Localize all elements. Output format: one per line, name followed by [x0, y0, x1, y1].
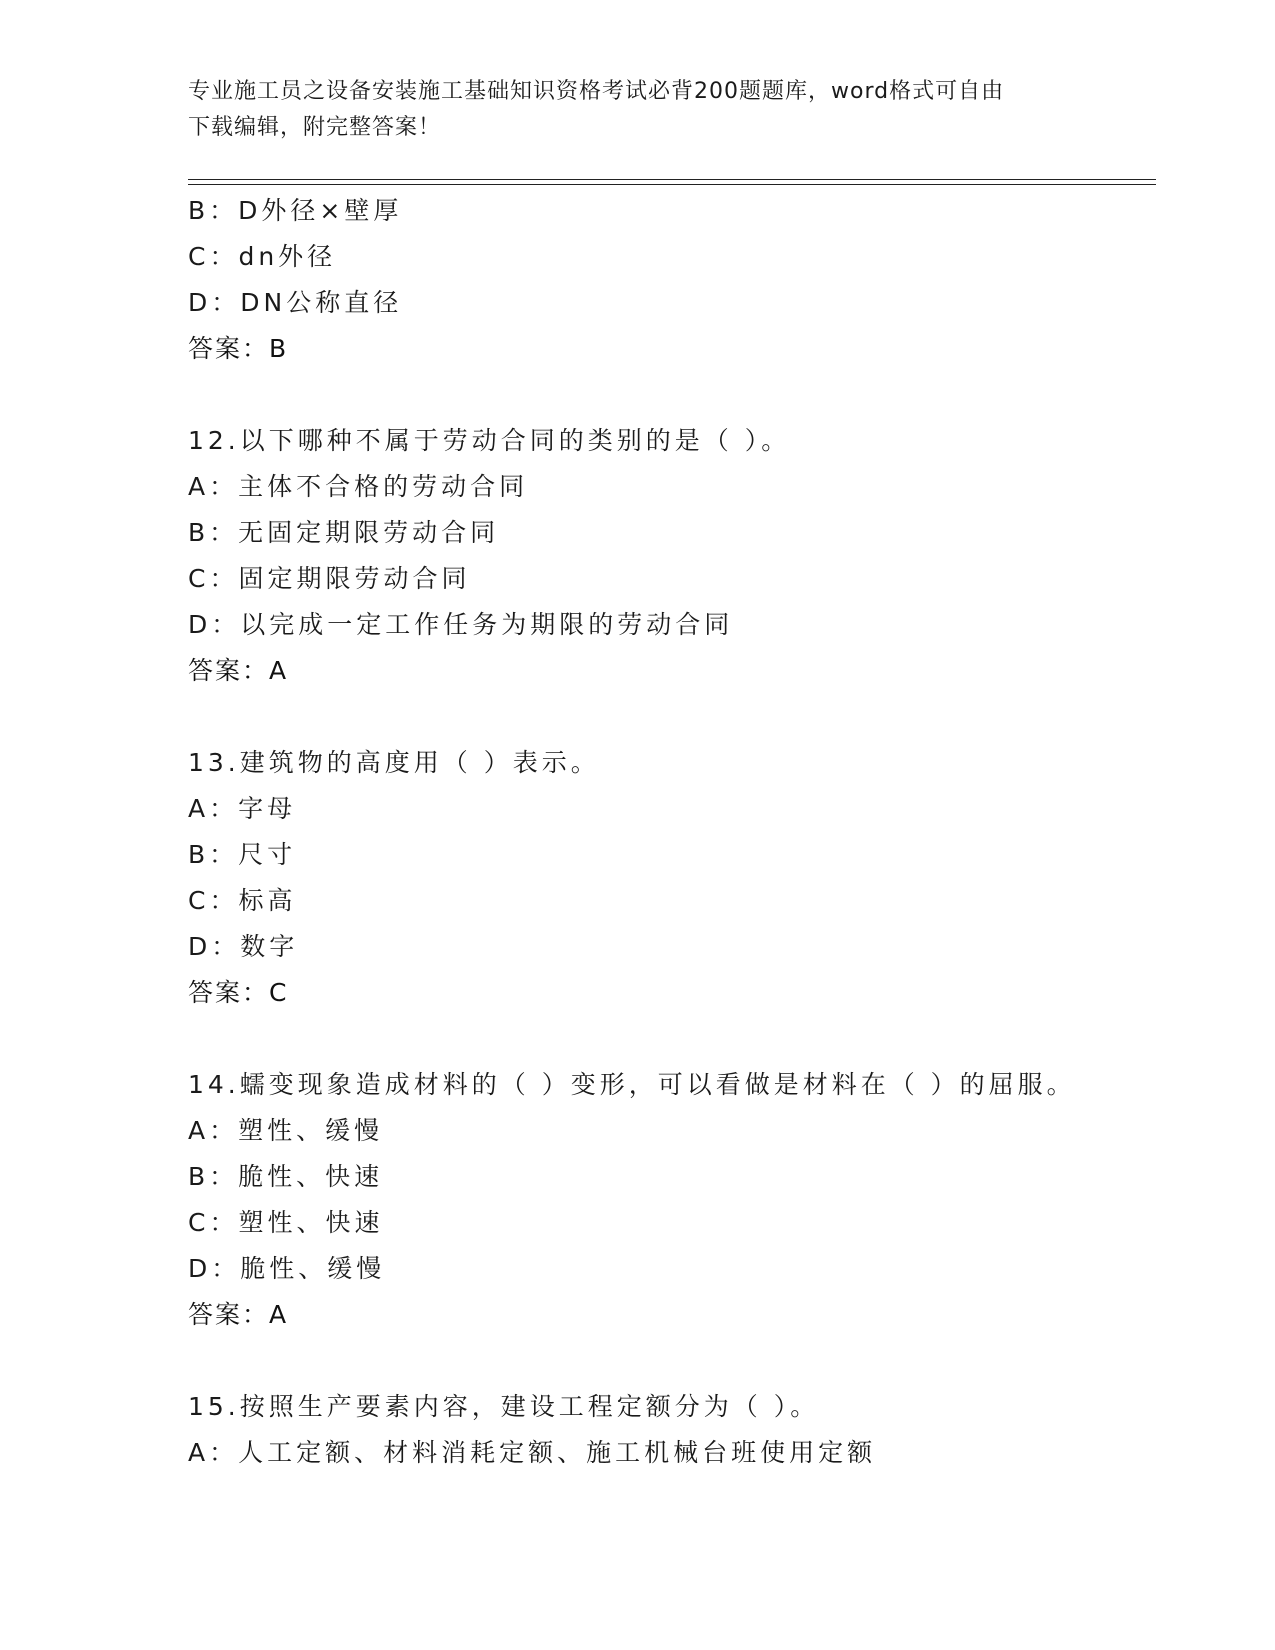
question-12: [188, 418, 1156, 694]
answer-line: 答案：B: [188, 334, 289, 363]
option-d: D：数字: [188, 932, 299, 961]
question-stem: 15.按照生产要素内容，建设工程定额分为（ ）。: [188, 1392, 820, 1421]
question-stem: 14.蠕变现象造成材料的（ ）变形，可以看做是材料在（ ）的屈服。: [188, 1070, 1076, 1099]
question-15: [188, 1384, 1156, 1476]
option-a: A：主体不合格的劳动合同: [188, 472, 529, 501]
option-b: B：无固定期限劳动合同: [188, 518, 500, 547]
option-c: C：标高: [188, 886, 297, 915]
question-list: [188, 188, 1156, 1476]
option-b: B：尺寸: [188, 840, 297, 869]
answer-line: 答案：A: [188, 656, 289, 685]
option-d: D：DN公称直径: [188, 288, 403, 317]
option-a: A：人工定额、材料消耗定额、施工机械台班使用定额: [188, 1438, 877, 1467]
header-divider-top: [188, 179, 1156, 180]
question-stem: 12.以下哪种不属于劳动合同的类别的是（ ）。: [188, 426, 791, 455]
question-11-continued: [188, 188, 1156, 372]
question-stem: 13.建筑物的高度用（ ）表示。: [188, 748, 600, 777]
document-header: [188, 74, 1088, 146]
option-d: D：以完成一定工作任务为期限的劳动合同: [188, 610, 734, 639]
header-divider-bottom: [188, 184, 1156, 185]
option-b: B：D外径×壁厚: [188, 196, 403, 225]
answer-line: 答案：A: [188, 1300, 289, 1329]
option-b: B：脆性、快速: [188, 1162, 384, 1191]
question-13: [188, 740, 1156, 1016]
header-title-line-2: 下载编辑，附完整答案！: [188, 115, 442, 140]
option-a: A：塑性、缓慢: [188, 1116, 384, 1145]
option-c: C：固定期限劳动合同: [188, 564, 471, 593]
header-title-line-1: 专业施工员之设备安装施工基础知识资格考试必背200题题库，word格式可自由: [188, 79, 1005, 104]
question-14: [188, 1062, 1156, 1338]
option-a: A：字母: [188, 794, 297, 823]
option-c: C：dn外径: [188, 242, 337, 271]
answer-line: 答案：C: [188, 978, 289, 1007]
option-c: C：塑性、快速: [188, 1208, 384, 1237]
option-d: D：脆性、缓慢: [188, 1254, 386, 1283]
